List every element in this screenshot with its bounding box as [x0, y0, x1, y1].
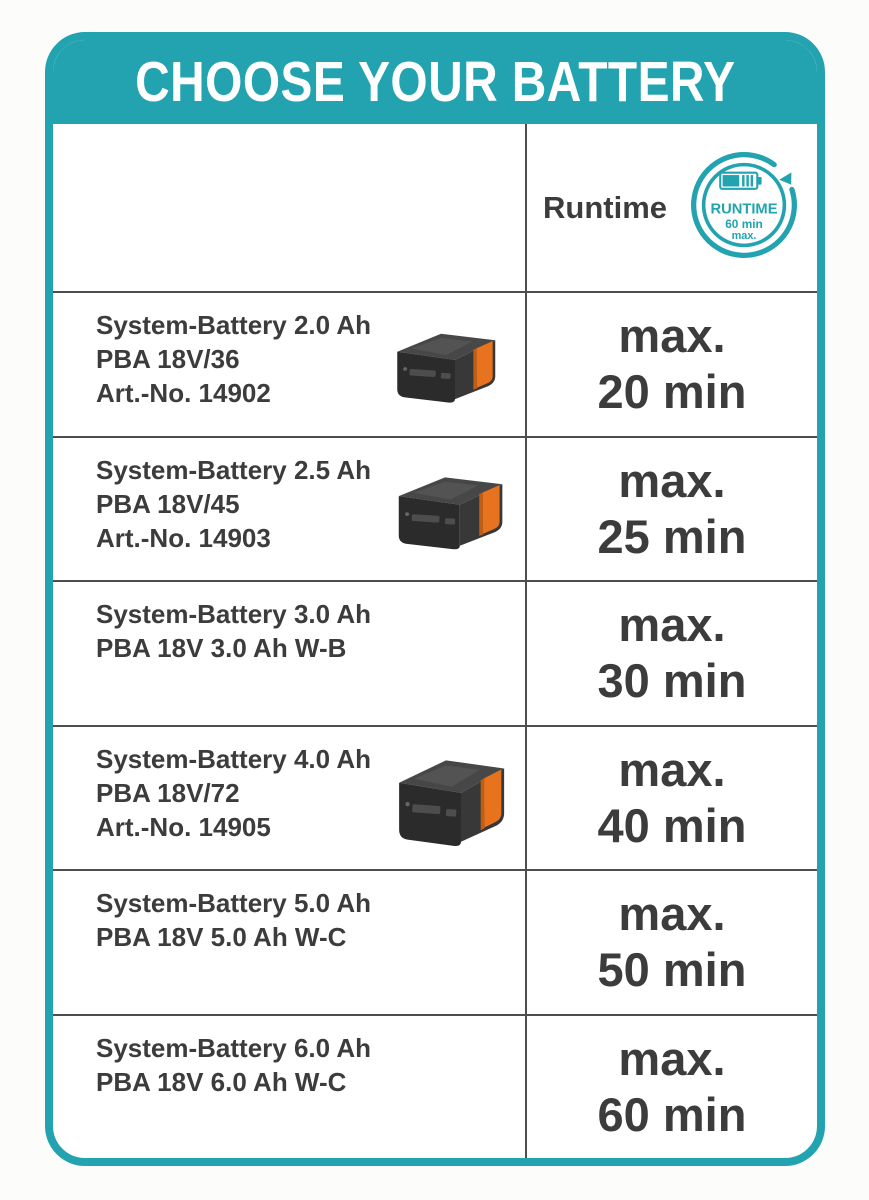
table-row — [53, 725, 817, 870]
runtime-value: 40 min — [597, 798, 747, 852]
battery-title: System-Battery 5.0 Ah — [96, 888, 372, 918]
battery-glyph-icon — [720, 173, 761, 189]
table-row — [53, 1014, 817, 1159]
battery-info — [53, 438, 371, 581]
runtime-header-cell — [525, 124, 817, 291]
runtime-max-label: max. — [618, 742, 726, 796]
battery-art-no: Art.-No. 14902 — [96, 378, 271, 408]
battery-title: System-Battery 4.0 Ah — [96, 743, 372, 774]
header-empty-cell — [53, 124, 525, 291]
battery-model: PBA 18V 5.0 Ah W-C — [96, 922, 347, 952]
badge-60min-text: 60 min — [725, 216, 763, 231]
battery-product-image — [371, 742, 521, 854]
badge-runtime-text: RUNTIME — [710, 201, 778, 218]
table-row — [53, 436, 817, 581]
runtime-value: 30 min — [597, 654, 747, 708]
runtime-max-label: max. — [618, 887, 726, 941]
battery-info — [53, 582, 525, 725]
runtime-column-label: Runtime — [543, 189, 667, 225]
battery-table — [53, 124, 817, 1158]
table-row — [53, 580, 817, 725]
badge-max-text: max. — [731, 230, 757, 243]
page-title: CHOOSE YOUR BATTERY — [134, 50, 736, 114]
battery-info — [53, 727, 371, 870]
battery-art-no: Art.-No. 14905 — [96, 811, 271, 842]
battery-model: PBA 18V/36 — [96, 344, 240, 374]
battery-art-no: Art.-No. 14903 — [96, 522, 271, 553]
table-header-row — [53, 124, 817, 291]
runtime-max-label: max. — [618, 309, 726, 363]
battery-model: PBA 18V 6.0 Ah W-C — [96, 1066, 347, 1097]
runtime-badge — [687, 148, 801, 267]
battery-model: PBA 18V/45 — [96, 488, 240, 519]
battery-product-image — [371, 462, 519, 556]
runtime-value: 20 min — [597, 365, 747, 419]
battery-title: System-Battery 6.0 Ah — [96, 1032, 372, 1063]
table-row — [53, 291, 817, 436]
battery-model: PBA 18V/72 — [96, 777, 240, 808]
runtime-value: 60 min — [597, 1087, 747, 1141]
arrowhead-icon — [779, 172, 791, 184]
battery-title: System-Battery 3.0 Ah — [96, 599, 372, 629]
battery-info — [53, 871, 525, 1014]
battery-info — [53, 293, 371, 436]
card-header — [53, 40, 817, 124]
battery-chooser-card — [45, 32, 825, 1166]
battery-title: System-Battery 2.5 Ah — [96, 454, 372, 485]
runtime-max-label: max. — [618, 453, 726, 507]
runtime-60min-max-badge-icon — [687, 148, 801, 262]
battery-info — [53, 1016, 525, 1159]
runtime-value: 50 min — [597, 943, 747, 997]
battery-title: System-Battery 2.0 Ah — [96, 310, 372, 340]
battery-product-image — [371, 319, 511, 409]
runtime-max-label: max. — [618, 1031, 726, 1085]
table-row — [53, 869, 817, 1014]
runtime-max-label: max. — [618, 598, 726, 652]
battery-model: PBA 18V 3.0 Ah W-B — [96, 633, 347, 663]
runtime-value: 25 min — [597, 509, 747, 563]
